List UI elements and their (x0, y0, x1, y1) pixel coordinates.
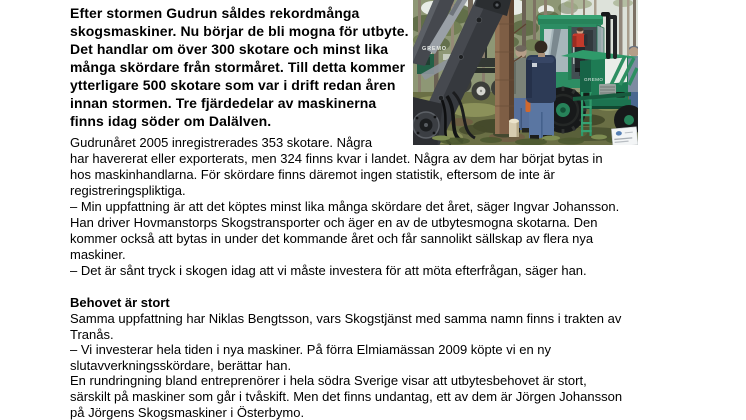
text-line: många skördare från stormåret. Till detta kommer (70, 59, 406, 75)
text-line: hos maskinhandlarna. För skördare finns däremot ingen statistik, eftersom de inte är (70, 167, 555, 182)
text-line: finns idag söder om Dalälven. (70, 113, 272, 129)
text-line: har havererat eller exporterats, men 324 finns kvar i landet. Några av dem har börjat bytas in (70, 151, 603, 166)
text-line: – Min uppfattning är att det köptes minst lika många skördare det året, säger Ingvar Johansson. (70, 199, 620, 214)
text-line: särskilt på maskiner som går i tvåskift. Men det finns undantag, ett av dem är Jörgen Johansson (70, 388, 623, 404)
visitor-navy-jacket (526, 41, 557, 140)
text-line: – Det är sånt tryck i skogen idag att vi måste investera för att möta efterfrågan, säger han. (70, 263, 587, 278)
text-line: Tranås. (70, 326, 114, 342)
article-photo (413, 0, 638, 145)
text-line: Samma uppfattning har Niklas Bengtsson, vars Skogstjänst med samma namn finns i trakten av (70, 311, 622, 326)
text-line: registreringspliktiga. (70, 183, 186, 198)
text-line: maskiner. (70, 247, 126, 262)
text-line: innan stormen. Tre fjärdedelar av maskinerna (70, 95, 377, 111)
text-line: – Vi investerar hela tiden i nya maskiner. På förra Elmiamässan 2009 köpte vi en ny (70, 342, 552, 358)
text-line: ytterligare 500 skotare som var i drift redan åren (70, 77, 396, 93)
text-line: Han driver Hovmanstorps Skogstransporter och äger en av de utbytesmogna skotarna. Den (70, 215, 598, 230)
gremo-logo-hood: GREMO (584, 77, 604, 82)
body-paragraph-1 (70, 135, 619, 279)
body-paragraph-2 (70, 311, 622, 420)
text-line: Gudrunåret 2005 inregistrerades 353 skotare. Några (70, 135, 373, 150)
gremo-logo-boom: GREMO (422, 46, 447, 52)
text-line: slutavverkningsskördare, berättar han. (70, 357, 292, 373)
photo-scene (413, 0, 638, 145)
text-line: på Jörgens Skogsmaskiner i Österbymo. (70, 404, 305, 420)
text-line: skogsmaskiner. Nu börjar de bli mogna för utbyte. (70, 23, 409, 39)
lead-paragraph (70, 4, 409, 130)
text-line: Efter stormen Gudrun såldes rekordmånga (70, 5, 360, 21)
text-line: Det handlar om över 300 skotare och minst lika (70, 41, 389, 57)
text-line: En rundringning bland entreprenörer i hela södra Sverige visar att utbytesbehovet är stort, (70, 373, 587, 389)
text-line: kommer också att bytas in under det kommande året och får sannolikt sällskap av flera nya (70, 231, 594, 246)
section-heading: Behovet är stort (70, 295, 170, 310)
